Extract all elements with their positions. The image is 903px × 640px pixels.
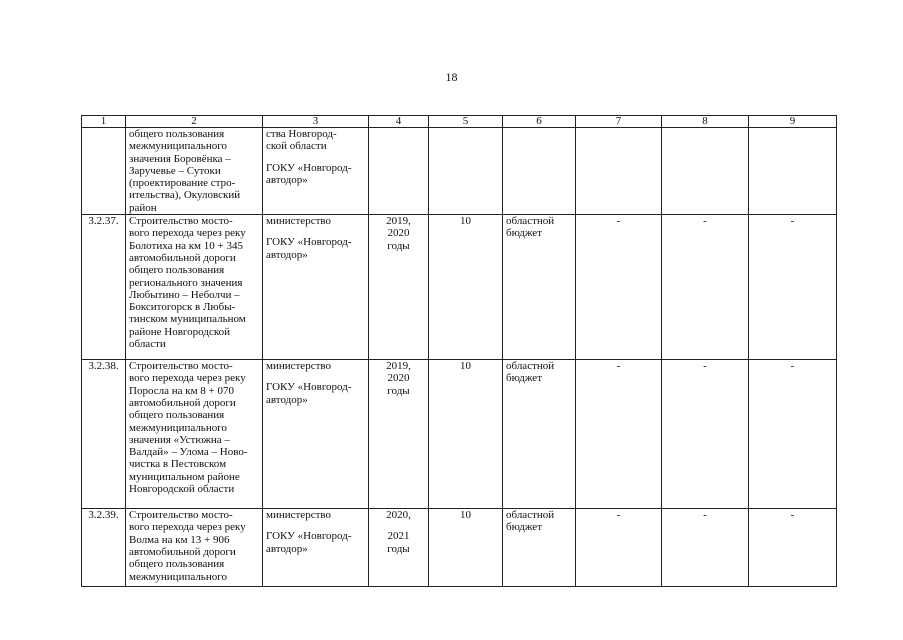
column-header-1: 1 xyxy=(82,116,126,128)
row-col9: - xyxy=(749,360,837,509)
row-col5: 10 xyxy=(429,215,503,360)
row-col8: - xyxy=(662,509,749,587)
row-code: 3.2.39. xyxy=(82,509,126,587)
column-header-6: 6 xyxy=(503,116,576,128)
row-executor: министерство ГОКУ «Новгород- автодор» xyxy=(263,509,369,587)
row-years: 2019, 2020 годы xyxy=(369,215,429,360)
row-col9 xyxy=(749,128,837,215)
row-name: общего пользования межмуниципального значения Боровёнка – Заручевье – Сутоки (проектирование стро- ительства), Окуловский район xyxy=(126,128,263,215)
column-header-3: 3 xyxy=(263,116,369,128)
row-executor: министерство ГОКУ «Новгород- автодор» xyxy=(263,360,369,509)
row-source: областной бюджет xyxy=(503,360,576,509)
row-col9: - xyxy=(749,509,837,587)
column-header-8: 8 xyxy=(662,116,749,128)
row-source xyxy=(503,128,576,215)
row-years: 2019, 2020 годы xyxy=(369,360,429,509)
row-col8 xyxy=(662,128,749,215)
column-header-5: 5 xyxy=(429,116,503,128)
column-header-7: 7 xyxy=(576,116,662,128)
row-col9: - xyxy=(749,215,837,360)
page-number: 18 xyxy=(445,70,458,84)
row-col8: - xyxy=(662,215,749,360)
table-row xyxy=(82,215,837,360)
row-source: областной бюджет xyxy=(503,215,576,360)
row-code: 3.2.38. xyxy=(82,360,126,509)
row-col7: - xyxy=(576,509,662,587)
program-table xyxy=(81,115,837,587)
column-header-4: 4 xyxy=(369,116,429,128)
row-col8: - xyxy=(662,360,749,509)
table-row xyxy=(82,360,837,509)
row-name: Строительство мосто- вого перехода через реку Поросла на км 8 + 070 автомобильной дороги общего пользования межмуниципального значения «Устюжна – Валдай» – Улома – Ново- чистка в Пестовском муниципальном районе Новгородской области xyxy=(126,360,263,509)
row-executor: министерство ГОКУ «Новгород- автодор» xyxy=(263,215,369,360)
row-col5: 10 xyxy=(429,509,503,587)
row-source: областной бюджет xyxy=(503,509,576,587)
column-header-2: 2 xyxy=(126,116,263,128)
row-name: Строительство мосто- вого перехода через реку Болотиха на км 10 + 345 автомобильной дороги общего пользования регионального значения Любытино – Неболчи – Бокситогорск в Любы- тинском муниципальном районе Новгородской области xyxy=(126,215,263,360)
table-row xyxy=(82,509,837,587)
row-col5 xyxy=(429,128,503,215)
row-years: 2020, 2021 годы xyxy=(369,509,429,587)
table-row xyxy=(82,128,837,215)
column-number-row xyxy=(82,116,837,128)
row-executor: ства Новгород- ской области ГОКУ «Новгород- автодор» xyxy=(263,128,369,215)
row-col7: - xyxy=(576,215,662,360)
row-years xyxy=(369,128,429,215)
row-col7: - xyxy=(576,360,662,509)
row-col5: 10 xyxy=(429,360,503,509)
row-code: 3.2.37. xyxy=(82,215,126,360)
row-col7 xyxy=(576,128,662,215)
row-code xyxy=(82,128,126,215)
column-header-9: 9 xyxy=(749,116,837,128)
row-name: Строительство мосто- вого перехода через реку Волма на км 13 + 906 автомобильной дороги общего пользования межмуниципального xyxy=(126,509,263,587)
